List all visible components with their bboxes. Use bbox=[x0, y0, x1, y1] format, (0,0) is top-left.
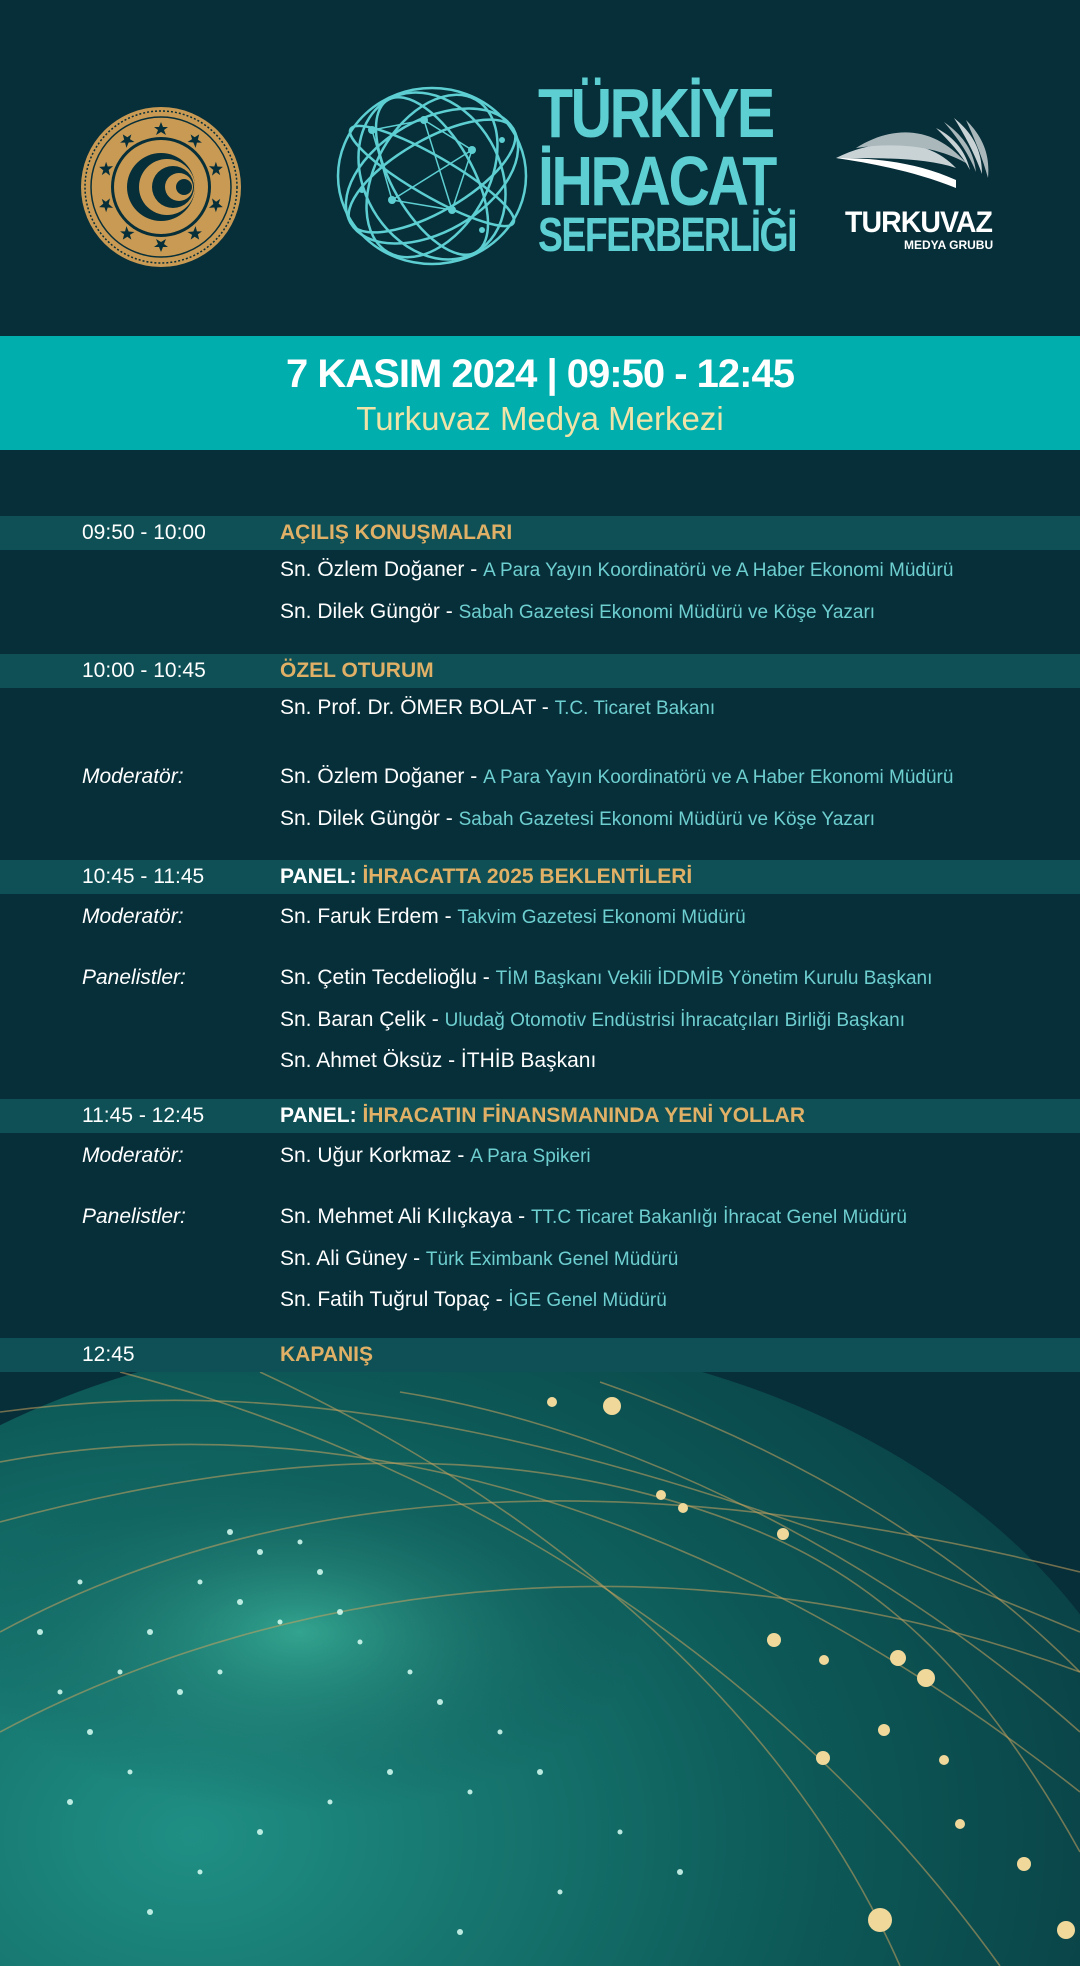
globe-logo-icon bbox=[332, 80, 534, 272]
session-title-text: AÇILIŞ KONUŞMALARI bbox=[280, 521, 513, 544]
speaker-row bbox=[280, 558, 953, 582]
separator-dash: - bbox=[512, 1205, 531, 1228]
session-title-text: İHRACATIN FİNANSMANINDA YENİ YOLLAR bbox=[362, 1104, 806, 1127]
speaker-name: Sn. Dilek Güngör bbox=[280, 600, 440, 623]
campaign-title-line3: SEFERBERLİĞİ bbox=[538, 209, 796, 262]
session-time: 11:45 - 12:45 bbox=[82, 1104, 205, 1127]
speaker-name: Sn. Fatih Tuğrul Topaç bbox=[280, 1288, 490, 1311]
session-title-text: ÖZEL OTURUM bbox=[280, 659, 434, 682]
speaker-role: Panelistler: bbox=[82, 966, 186, 989]
header bbox=[0, 0, 1080, 336]
separator-dash: - bbox=[425, 1008, 445, 1031]
speaker-name: Sn. Özlem Doğaner bbox=[280, 558, 465, 581]
globe-network-artwork bbox=[0, 1372, 1080, 1966]
campaign-title bbox=[538, 74, 796, 262]
session-title-text: KAPANIŞ bbox=[280, 1343, 373, 1366]
speaker-row bbox=[280, 600, 875, 624]
speaker-row bbox=[280, 1049, 596, 1073]
session-time: 10:45 - 11:45 bbox=[82, 865, 205, 888]
speaker-row bbox=[280, 1247, 678, 1271]
speaker-title: T.C. Ticaret Bakanı bbox=[554, 698, 716, 719]
speaker-title: Sabah Gazetesi Ekonomi Müdürü ve Köşe Yazarı bbox=[458, 809, 876, 830]
separator-dash: - bbox=[464, 558, 484, 581]
speaker-row bbox=[280, 905, 746, 929]
event-date-time: 7 KASIM 2024 | 09:50 - 12:45 bbox=[286, 352, 794, 396]
speaker-name: Sn. Dilek Güngör bbox=[280, 807, 440, 830]
separator-dash: - bbox=[464, 765, 484, 788]
speaker-title: TT.C Ticaret Bakanlığı İhracat Genel Müdürü bbox=[530, 1207, 907, 1228]
speaker-title: Takvim Gazetesi Ekonomi Müdürü bbox=[457, 907, 746, 928]
speaker-row bbox=[280, 966, 932, 990]
session-title bbox=[280, 1104, 805, 1128]
speaker-title: A Para Yayın Koordinatörü ve A Haber Ekonomi Müdürü bbox=[483, 767, 954, 788]
session-title bbox=[280, 659, 434, 683]
speaker-title: Türk Eximbank Genel Müdürü bbox=[425, 1249, 679, 1270]
separator-dash: - bbox=[438, 905, 458, 928]
speaker-title: İGE Genel Müdürü bbox=[508, 1290, 667, 1311]
separator-dash: - bbox=[489, 1288, 509, 1311]
speaker-name: Sn. Faruk Erdem bbox=[280, 905, 439, 928]
speaker-name: Sn. Özlem Doğaner bbox=[280, 765, 465, 788]
speaker-name: Sn. Çetin Tecdelioğlu bbox=[280, 966, 477, 989]
session-time: 10:00 - 10:45 bbox=[82, 659, 206, 682]
speaker-name: Sn. Prof. Dr. ÖMER BOLAT bbox=[280, 696, 536, 719]
speaker-title: A Para Spikeri bbox=[470, 1146, 591, 1167]
separator-dash: - bbox=[407, 1247, 426, 1270]
brand-subtitle: MEDYA GRUBU bbox=[904, 238, 994, 252]
speaker-row bbox=[280, 765, 953, 789]
speaker-title: Uludağ Otomotiv Endüstrisi İhracatçıları Birliği Başkanı bbox=[444, 1010, 905, 1031]
speaker-name: Sn. Mehmet Ali Kılıçkaya bbox=[280, 1205, 513, 1228]
session-title-prefix: PANEL: bbox=[280, 865, 357, 888]
brand-name: TURKUVAZ bbox=[845, 206, 993, 239]
separator-dash: - bbox=[476, 966, 496, 989]
speaker-row bbox=[280, 1205, 907, 1229]
separator-dash: - bbox=[439, 600, 459, 623]
ministry-seal-icon bbox=[78, 104, 244, 270]
speaker-row bbox=[280, 696, 715, 720]
speaker-role: Moderatör: bbox=[82, 765, 184, 788]
speaker-title: Sabah Gazetesi Ekonomi Müdürü ve Köşe Yazarı bbox=[458, 602, 876, 623]
separator-dash: - bbox=[439, 807, 459, 830]
campaign-title-line1: TÜRKİYE bbox=[538, 74, 773, 152]
speaker-role: Panelistler: bbox=[82, 1205, 186, 1228]
speaker-title: TİM Başkanı Vekili İDDMİB Yönetim Kurulu Başkanı bbox=[495, 968, 933, 989]
speaker-title: İTHİB Başkanı bbox=[460, 1049, 597, 1072]
session-time: 09:50 - 10:00 bbox=[82, 521, 206, 544]
session-title-prefix: PANEL: bbox=[280, 1104, 357, 1127]
speaker-name: Sn. Uğur Korkmaz bbox=[280, 1144, 452, 1167]
session-title bbox=[280, 865, 692, 889]
session-title bbox=[280, 521, 512, 545]
session-title-text: İHRACATTA 2025 BEKLENTİLERİ bbox=[362, 865, 693, 888]
separator-dash: - bbox=[451, 1144, 471, 1167]
speaker-name: Sn. Baran Çelik bbox=[280, 1008, 426, 1031]
speaker-row bbox=[280, 1008, 905, 1032]
separator-dash: - bbox=[535, 696, 555, 719]
speaker-row bbox=[280, 1288, 667, 1312]
speaker-title: A Para Yayın Koordinatörü ve A Haber Ekonomi Müdürü bbox=[483, 560, 954, 581]
section-bar bbox=[0, 1338, 1080, 1372]
speaker-role: Moderatör: bbox=[82, 905, 184, 928]
speaker-row bbox=[280, 1144, 591, 1168]
campaign-title-line2: İHRACAT bbox=[538, 142, 775, 220]
speaker-role: Moderatör: bbox=[82, 1144, 184, 1167]
speaker-name: Sn. Ali Güney bbox=[280, 1247, 408, 1270]
speaker-row bbox=[280, 807, 875, 831]
session-time: 12:45 bbox=[82, 1343, 135, 1366]
event-venue: Turkuvaz Medya Merkezi bbox=[356, 400, 724, 437]
separator-dash: - bbox=[442, 1049, 461, 1072]
speaker-name: Sn. Ahmet Öksüz bbox=[280, 1049, 443, 1072]
session-title bbox=[280, 1343, 373, 1367]
